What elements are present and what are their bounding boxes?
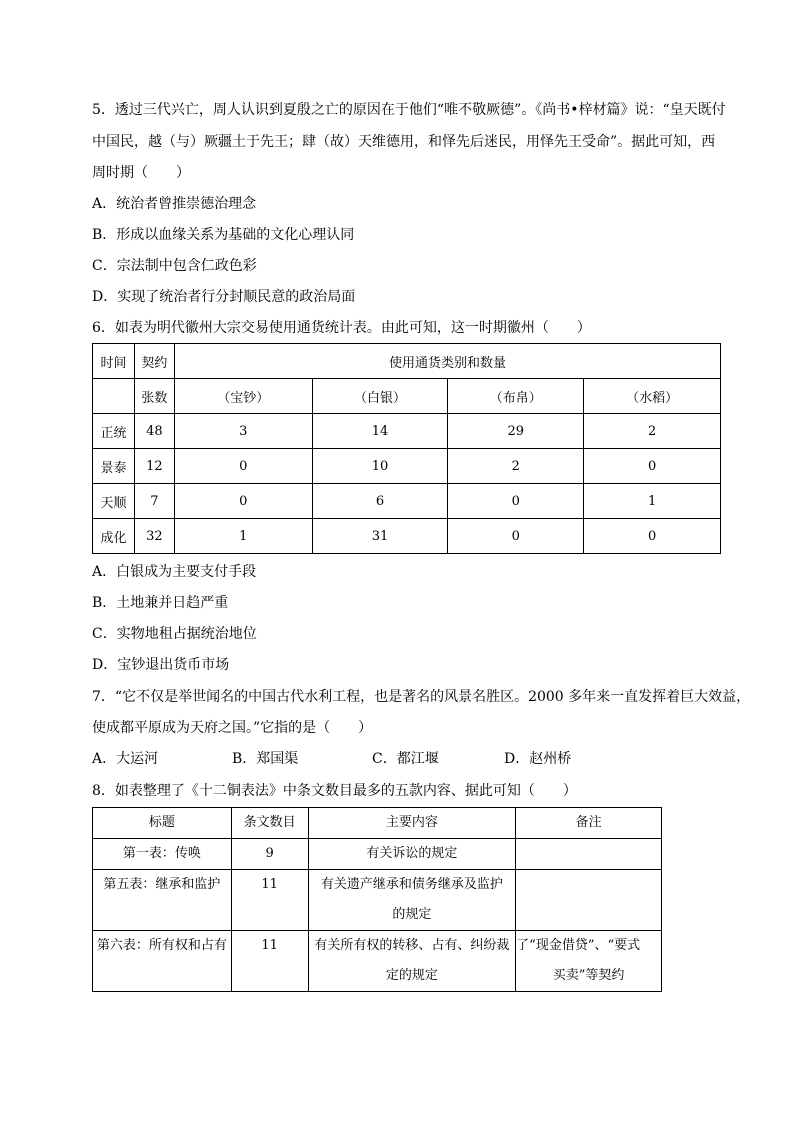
table-cell: 7 <box>134 484 174 519</box>
twelve-tables-table <box>92 807 662 992</box>
header-time: 时间 <box>93 344 135 379</box>
table-cell <box>308 931 516 992</box>
q7-options <box>92 749 571 769</box>
table-cell: 31 <box>312 519 448 554</box>
header-col-baochao: （宝钞） <box>174 379 312 414</box>
table-cell: 第六表：所有权和占有 <box>93 931 232 992</box>
q7-option-d[interactable]: D．赵州桥 <box>504 751 572 767</box>
q7-option-c[interactable]: C．都江堰 <box>372 751 439 767</box>
table-cell: 0 <box>174 449 312 484</box>
q7-stem-line-1: 7．“它不仅是举世闻名的中国古代水利工程，也是著名的风景名胜区。2000 多年来一直发挥着巨大效益， <box>92 689 751 705</box>
q6-option-d[interactable]: D．宝钞退出货币市场 <box>92 657 230 673</box>
header-col-shuidao: （水稻） <box>584 379 721 414</box>
q5-stem-line-2: 中国民，越（与）厥疆土于先王；肆（故）天维德用，和怿先后迷民，用怿先王受命”。据此可知，西 <box>92 134 716 150</box>
table-cell: 第一表：传唤 <box>93 839 232 870</box>
table-row <box>93 449 721 484</box>
table-cell: 1 <box>174 519 312 554</box>
table-cell: 1 <box>584 484 721 519</box>
table-cell: 第五表：继承和监护 <box>93 870 232 931</box>
currency-table <box>92 343 721 554</box>
table-cell: 12 <box>134 449 174 484</box>
note-line: 买卖”等契约 <box>552 968 625 983</box>
q6-option-a[interactable]: A．白银成为主要支付手段 <box>92 564 257 580</box>
q6-option-b[interactable]: B．土地兼并日趋严重 <box>92 595 229 611</box>
header-time-blank <box>93 379 135 414</box>
table-row <box>93 414 721 449</box>
table-cell: 3 <box>174 414 312 449</box>
table-cell: 48 <box>134 414 174 449</box>
table-cell: 天顺 <box>93 484 135 519</box>
table-cell: 0 <box>448 484 584 519</box>
table-cell: 14 <box>312 414 448 449</box>
q6-stem: 6．如表为明代徽州大宗交易使用通货统计表。由此可知，这一时期徽州（ ） <box>92 320 591 336</box>
header-title: 标题 <box>93 808 232 839</box>
table-cell: 32 <box>134 519 174 554</box>
table-row <box>93 519 721 554</box>
table-row <box>93 484 721 519</box>
q5-stem-line-3: 周时期（ ） <box>92 165 190 181</box>
q5-option-b[interactable]: B．形成以血缘关系为基础的文化心理认同 <box>92 227 355 243</box>
table-cell: 2 <box>448 449 584 484</box>
header-count-1: 契约 <box>134 344 174 379</box>
note-line: 了“现金借贷”、“要式 <box>516 938 641 953</box>
header-col-bubo: （布帛） <box>448 379 584 414</box>
q7-option-b[interactable]: B．郑国渠 <box>232 751 299 767</box>
table-cell: 11 <box>231 931 308 992</box>
content-line: 定的规定 <box>385 968 438 983</box>
table-cell: 29 <box>448 414 584 449</box>
table-cell: 有关诉讼的规定 <box>308 839 516 870</box>
table-cell: 6 <box>312 484 448 519</box>
header-count-2: 张数 <box>134 379 174 414</box>
header-count: 条文数目 <box>231 808 308 839</box>
q6-option-c[interactable]: C．实物地租占据统治地位 <box>92 626 257 642</box>
table-cell: 0 <box>584 449 721 484</box>
content-line: 有关遗产继承和债务继承及监护 <box>320 877 503 892</box>
header-note: 备注 <box>516 808 662 839</box>
table-cell <box>516 839 662 870</box>
table-cell: 2 <box>584 414 721 449</box>
table-cell <box>516 870 662 931</box>
table-cell: 景泰 <box>93 449 135 484</box>
content-line: 的规定 <box>392 907 432 922</box>
q5-stem-line-1: 5．透过三代兴亡，周人认识到夏殷之亡的原因在于他们“唯不敬厥德”。《尚书•梓材篇》说：“皇天既付 <box>92 102 726 118</box>
q8-stem: 8．如表整理了《十二铜表法》中条文数目最多的五款内容、据此可知（ ） <box>92 783 577 799</box>
q5-option-d[interactable]: D．实现了统治者行分封顺民意的政治局面 <box>92 289 356 305</box>
table-cell: 0 <box>448 519 584 554</box>
q5-option-a[interactable]: A．统治者曾推崇德治理念 <box>92 196 257 212</box>
q7-stem-line-2: 使成都平原成为天府之国。”它指的是（ ） <box>92 720 373 736</box>
table-cell: 10 <box>312 449 448 484</box>
table-row <box>93 931 662 992</box>
table-row <box>93 839 662 870</box>
table-cell: 0 <box>174 484 312 519</box>
table-cell: 成化 <box>93 519 135 554</box>
header-content: 主要内容 <box>308 808 516 839</box>
header-col-baiyin: （白银） <box>312 379 448 414</box>
q7-option-a[interactable]: A．大运河 <box>92 751 159 767</box>
table-row <box>93 870 662 931</box>
table-cell <box>308 870 516 931</box>
header-currency-group: 使用通货类别和数量 <box>174 344 720 379</box>
q5-option-c[interactable]: C．宗法制中包含仁政色彩 <box>92 258 257 274</box>
content-line: 有关所有权的转移、占有、纠纷裁 <box>314 938 510 953</box>
table-cell: 0 <box>584 519 721 554</box>
table-cell <box>516 931 662 992</box>
table-cell: 正统 <box>93 414 135 449</box>
table-cell: 11 <box>231 870 308 931</box>
table-cell: 9 <box>231 839 308 870</box>
